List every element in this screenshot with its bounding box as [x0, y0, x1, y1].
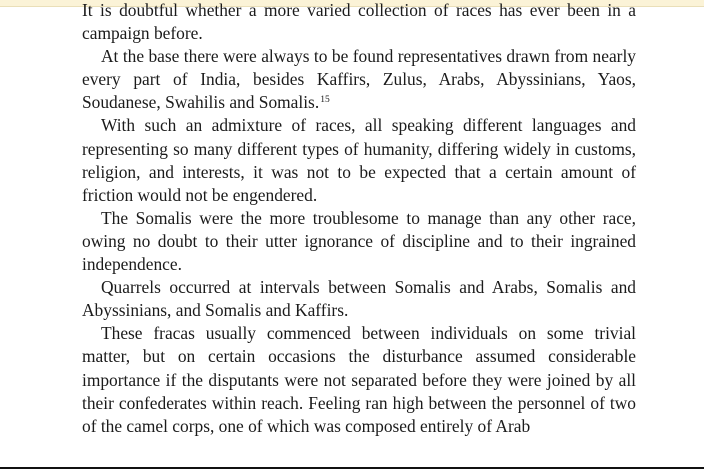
- page-bottom-rule: [0, 467, 704, 469]
- paragraph-3: [82, 114, 636, 206]
- paragraph-4-text: The Somalis were the more troublesome to manage than any other race, owing no doubt to their utter ignorance of discipline and to their ingrained independence.: [82, 207, 636, 275]
- page-body-text: [82, 0, 636, 438]
- paragraph-5: [82, 276, 636, 322]
- footnote-ref-15[interactable]: 15: [320, 95, 330, 106]
- paragraph-1-text: It is doubtful whether a more varied collection of races has ever been in a campaign before.: [82, 0, 636, 44]
- paragraph-2-text: At the base there were always to be found representatives drawn from nearly every part of India, besides Kaffirs, Zulus, Arabs, Abyssinians, Yaos, Soudanese, Swahilis and Somalis.: [82, 46, 636, 113]
- paragraph-3-text: With such an admixture of races, all speaking different languages and representing so many different types of humanity, differing widely in customs, religion, and interests, it was not to be expected that a certain amount of friction would not be engendered.: [82, 115, 636, 205]
- paragraph-6: [82, 322, 636, 437]
- paragraph-5-text: Quarrels occurred at intervals between Somalis and Arabs, Somalis and Abyssinians, and Somalis and Kaffirs.: [82, 277, 636, 321]
- paragraph-6-text: These fracas usually commenced between individuals on some trivial matter, but on certain occasions the disturbance assumed considerable importance if the disputants were not separated before they were joined by all their confederates within reach. Feeling ran high between the personnel of two of the camel corps, one of which was composed entirely of Arab: [82, 323, 636, 436]
- paragraph-4: [82, 207, 636, 276]
- paragraph-2: [82, 45, 636, 114]
- paragraph-1: [82, 0, 636, 45]
